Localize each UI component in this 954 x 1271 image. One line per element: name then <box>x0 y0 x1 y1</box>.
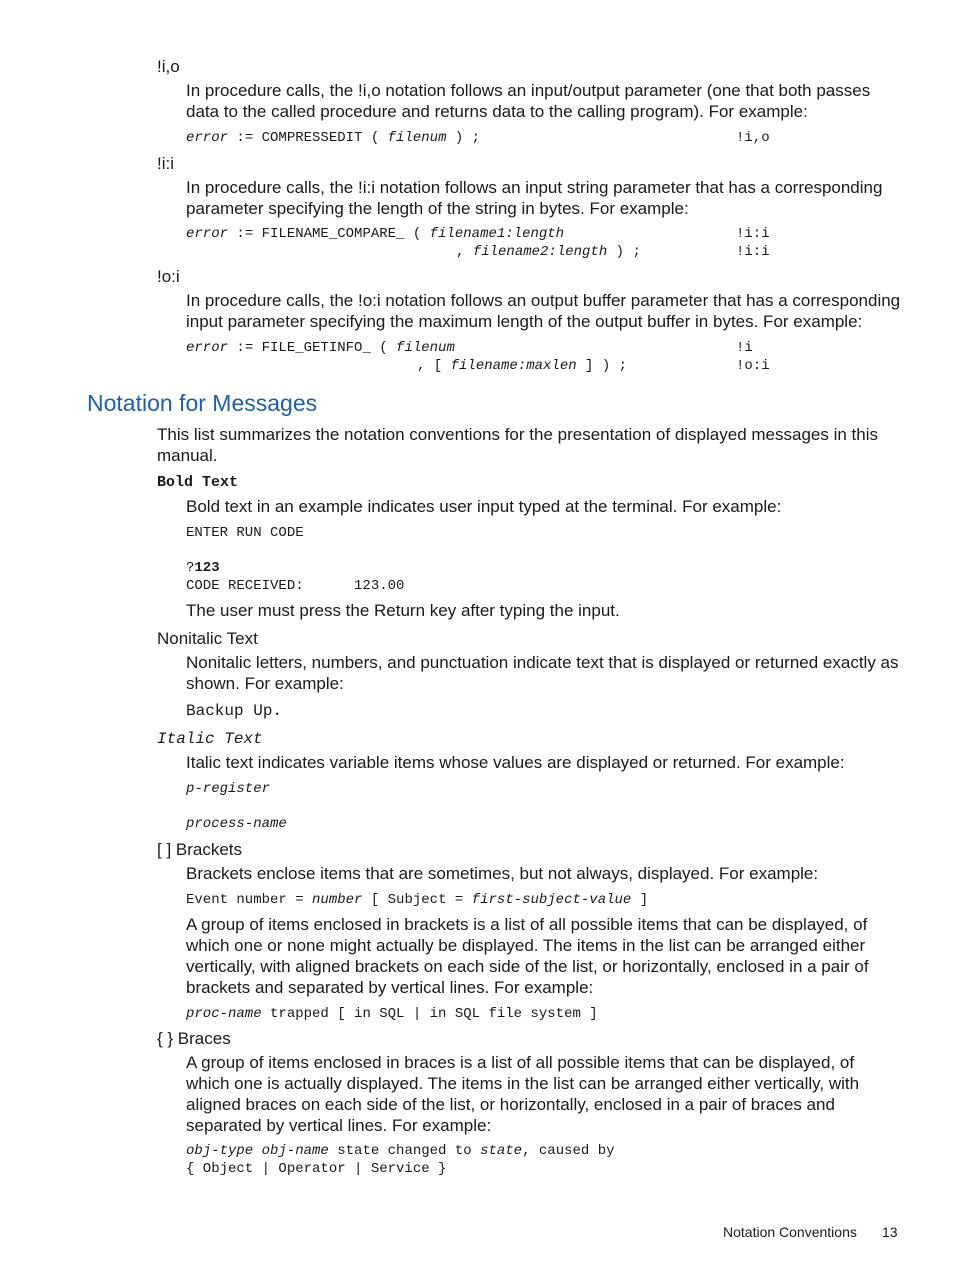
param-name: filenum <box>387 130 447 146</box>
example-oi-line1 <box>186 339 455 357</box>
tag-oi-1: !i <box>736 340 753 356</box>
variable-item: obj-name <box>261 1143 329 1159</box>
param-name: filename2:length <box>472 244 608 260</box>
code-text: , caused by <box>522 1143 615 1159</box>
code-text: := FILE_GETINFO_ ( <box>228 340 397 356</box>
code-text: ] ) ; <box>576 358 628 374</box>
code-text: ] <box>631 892 649 908</box>
bold-note: The user must press the Return key after typing the input. <box>186 601 620 620</box>
desc-ii: In procedure calls, the !i:i notation follows an input string parameter that has a corresponding parameter specifying the length of the string in bytes. For example: <box>186 178 883 218</box>
desc-brackets: Brackets enclose items that are sometimes, but not always, displayed. For example: <box>186 864 819 883</box>
example-oi-line2 <box>417 357 627 375</box>
term-brackets: [ ] Brackets <box>157 840 243 859</box>
desc-italic: Italic text indicates variable items whose values are displayed or returned. For example: <box>186 753 845 772</box>
nonitalic-example: Backup Up. <box>186 702 283 720</box>
desc-oi: In procedure calls, the !o:i notation follows an output buffer parameter that has a corresponding input parameter specifying the maximum length of the output buffer in bytes. For example: <box>186 291 901 331</box>
bold-example-line3: CODE RECEIVED: 123.00 <box>186 578 405 594</box>
desc-braces: A group of items enclosed in braces is a list of all possible items that can be displayed, of which one is actually displayed. The items in the list can be arranged either vertically, with aligned braces on each side of the list, or horizontally, enclosed in a pair of braces and separated by vertical lines. For example: <box>186 1053 860 1135</box>
prompt-char: ? <box>186 560 195 576</box>
footer-label: Notation Conventions <box>723 1224 857 1240</box>
braces-example-line2: { Object | Operator | Service } <box>186 1161 447 1177</box>
tag-ii-1: !i:i <box>736 226 770 242</box>
variable-item: obj-type <box>186 1143 254 1159</box>
variable-item: first-subject-value <box>471 892 632 908</box>
code-text: state changed to <box>328 1143 481 1159</box>
term-oi: !o:i <box>157 267 180 286</box>
italic-example-1: p-register <box>186 781 271 797</box>
term-nonitalic: Nonitalic Text <box>157 629 258 648</box>
section-intro: This list summarizes the notation conventions for the presentation of displayed messages in this manual. <box>157 425 878 465</box>
section-title: Notation for Messages <box>87 390 318 416</box>
code-text: := FILENAME_COMPARE_ ( <box>228 226 430 242</box>
desc-bold-text: Bold text in an example indicates user input typed at the terminal. For example: <box>186 497 782 516</box>
param-name: filenum <box>396 340 455 356</box>
var-error: error <box>186 340 229 356</box>
bold-example-line2 <box>186 559 220 577</box>
variable-item: number <box>312 892 363 908</box>
page-number: 13 <box>882 1224 898 1240</box>
term-italic: Italic Text <box>157 730 263 748</box>
code-text: := COMPRESSEDIT ( <box>228 130 388 146</box>
desc-brackets-2: A group of items enclosed in brackets is a list of all possible items that can be displayed, of which one or none might actually be displayed. The items in the list can be arranged either vertically, with aligned brackets on each side of the list, or horizontally, enclosed in a pair of brackets and separated by vertical lines. For example: <box>186 915 869 997</box>
variable-item: proc-name <box>186 1006 262 1022</box>
tag-io: !i,o <box>736 130 770 146</box>
code-text: [ Subject = <box>362 892 472 908</box>
brackets-example-2 <box>186 1005 598 1023</box>
italic-example-2: process-name <box>186 816 287 832</box>
desc-io: In procedure calls, the !i,o notation follows an input/output parameter (one that both passes data to the called procedure and returns data to the calling program). For example: <box>186 81 871 121</box>
term-bold-text: Bold Text <box>157 474 239 491</box>
var-error: error <box>186 226 229 242</box>
example-ii-line2 <box>456 243 641 261</box>
braces-example-line1 <box>186 1142 615 1160</box>
tag-oi-2: !o:i <box>736 358 770 374</box>
desc-nonitalic: Nonitalic letters, numbers, and punctuation indicate text that is displayed or returned exactly as shown. For example: <box>186 653 899 693</box>
param-name: filename1:length <box>429 226 565 242</box>
variable-item: state <box>480 1143 523 1159</box>
code-text: Event number = <box>186 892 313 908</box>
code-text: , [ <box>417 358 451 374</box>
term-io: !i,o <box>157 57 180 76</box>
bold-example-line1: ENTER RUN CODE <box>186 525 304 541</box>
example-io <box>186 129 480 147</box>
code-text <box>253 1143 261 1159</box>
param-name: filename:maxlen <box>450 358 577 374</box>
tag-ii-2: !i:i <box>736 244 770 260</box>
example-ii-line1 <box>186 225 564 243</box>
code-text: trapped [ in SQL | in SQL file system ] <box>261 1006 598 1022</box>
code-text: ) ; <box>446 130 481 146</box>
user-input: 123 <box>194 560 220 576</box>
var-error: error <box>186 130 229 146</box>
brackets-example <box>186 891 648 909</box>
term-braces: { } Braces <box>157 1029 231 1048</box>
code-text: ) ; <box>607 244 641 260</box>
term-ii: !i:i <box>157 154 174 173</box>
code-text: , <box>456 244 473 260</box>
